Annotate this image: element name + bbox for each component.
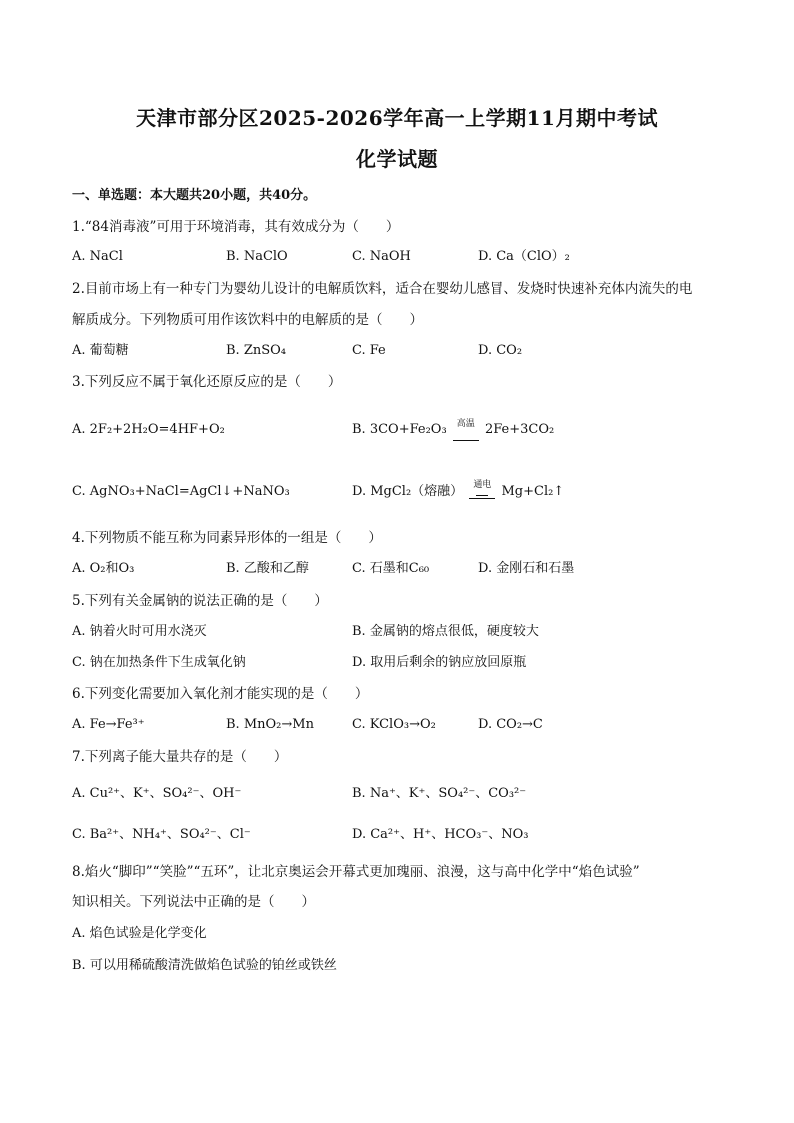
q3-option-c: C. AgNO₃+NaCl=AgCl↓+NaNO₃	[72, 484, 290, 499]
q6-option-d: D. CO₂→C	[478, 717, 543, 732]
q2-option-c: C. Fe	[352, 343, 386, 358]
q5-option-c: C. 钠在加热条件下生成氧化钠	[72, 655, 246, 670]
q1-option-a: A. NaCl	[72, 249, 123, 264]
question-2-stem-line2: 解质成分。下列物质可用作该饮料中的电解质的是（ ）	[72, 312, 423, 328]
section-heading	[72, 186, 316, 206]
equals-sign-icon	[476, 495, 488, 496]
question-8-stem-line1: 8.焰火“脚印”“笑脸”“五环”，让北京奥运会开幕式更加瑰丽、浪漫，这与高中化学中“焰色试验”	[72, 864, 640, 880]
q7-option-d: D. Ca²⁺、H⁺、HCO₃⁻、NO₃	[352, 827, 529, 842]
question-2-stem-line1: 2.目前市场上有一种专门为婴幼儿设计的电解质饮料，适合在婴幼儿感冒、发烧时快速补充体内流失的电	[72, 281, 693, 297]
condition-label: 通电	[473, 480, 492, 490]
question-5-stem: 5.下列有关金属钠的说法正确的是（ ）	[72, 593, 328, 609]
q3-option-b-products: 2Fe+3CO₂	[484, 422, 555, 437]
q6-option-b: B. MnO₂→Mn	[226, 717, 314, 732]
q2-option-a: A. 葡萄糖	[72, 343, 129, 358]
q2-option-d: D. CO₂	[478, 343, 523, 358]
q4-option-d: D. 金刚石和石墨	[478, 561, 575, 576]
q4-option-c: C. 石墨和C₆₀	[352, 561, 430, 576]
q5-option-a: A. 钠着火时可用水浇灭	[72, 624, 207, 639]
q3-option-d-products: Mg+Cl₂↑	[501, 484, 565, 499]
q4-option-a: A. O₂和O₃	[72, 561, 135, 576]
question-7-stem: 7.下列离子能大量共存的是（ ）	[72, 749, 288, 765]
q2-option-b: B. ZnSO₄	[226, 343, 286, 358]
question-1-stem: 1.“84消毒液”可用于环境消毒，其有效成分为（ ）	[72, 219, 400, 235]
q3-option-b-reactants: B. 3CO+Fe₂O₃	[352, 422, 447, 437]
condition-label: 高温	[456, 419, 475, 429]
q3-option-d	[352, 482, 564, 502]
q7-option-b: B. Na⁺、K⁺、SO₄²⁻、CO₃²⁻	[352, 786, 527, 801]
question-3-stem: 3.下列反应不属于氧化还原反应的是（ ）	[72, 374, 342, 390]
q3-option-b	[352, 420, 554, 440]
section-text: 一、单选题：本大题共20小题，共40分。	[72, 188, 317, 203]
q5-option-b: B. 金属钠的熔点很低，硬度较大	[352, 624, 539, 639]
q3-option-d-reactants: D. MgCl₂（熔融）	[352, 484, 464, 499]
q3-option-a: A. 2F₂+2H₂O=4HF+O₂	[72, 422, 225, 437]
reaction-condition-electrolysis	[467, 480, 497, 495]
exam-title: 天津市部分区2025-2026学年高一上学期11月期中考试	[136, 106, 658, 130]
q8-option-a: A. 焰色试验是化学变化	[72, 926, 207, 941]
q1-option-c: C. NaOH	[352, 249, 411, 264]
question-4-stem: 4.下列物质不能互称为同素异形体的一组是（ ）	[72, 530, 382, 546]
equals-sign-icon	[453, 440, 479, 441]
q6-option-c: C. KClO₃→O₂	[352, 717, 436, 732]
q4-option-b: B. 乙酸和乙醇	[226, 561, 309, 576]
q8-option-b: B. 可以用稀硫酸清洗做焰色试验的铂丝或铁丝	[72, 958, 337, 973]
equals-sign-icon	[469, 498, 495, 499]
q7-option-c: C. Ba²⁺、NH₄⁺、SO₄²⁻、Cl⁻	[72, 827, 251, 842]
question-8-stem-line2: 知识相关。下列说法中正确的是（ ）	[72, 894, 315, 910]
q1-option-b: B. NaClO	[226, 249, 288, 264]
q1-option-d: D. Ca（ClO）₂	[478, 249, 570, 264]
q6-option-a: A. Fe→Fe³⁺	[72, 717, 145, 732]
question-6-stem: 6.下列变化需要加入氧化剂才能实现的是（ ）	[72, 686, 369, 702]
q7-option-a: A. Cu²⁺、K⁺、SO₄²⁻、OH⁻	[72, 786, 242, 801]
exam-subtitle: 化学试题	[356, 147, 438, 171]
q5-option-d: D. 取用后剩余的钠应放回原瓶	[352, 655, 527, 670]
reaction-condition-high-temp	[451, 419, 481, 433]
